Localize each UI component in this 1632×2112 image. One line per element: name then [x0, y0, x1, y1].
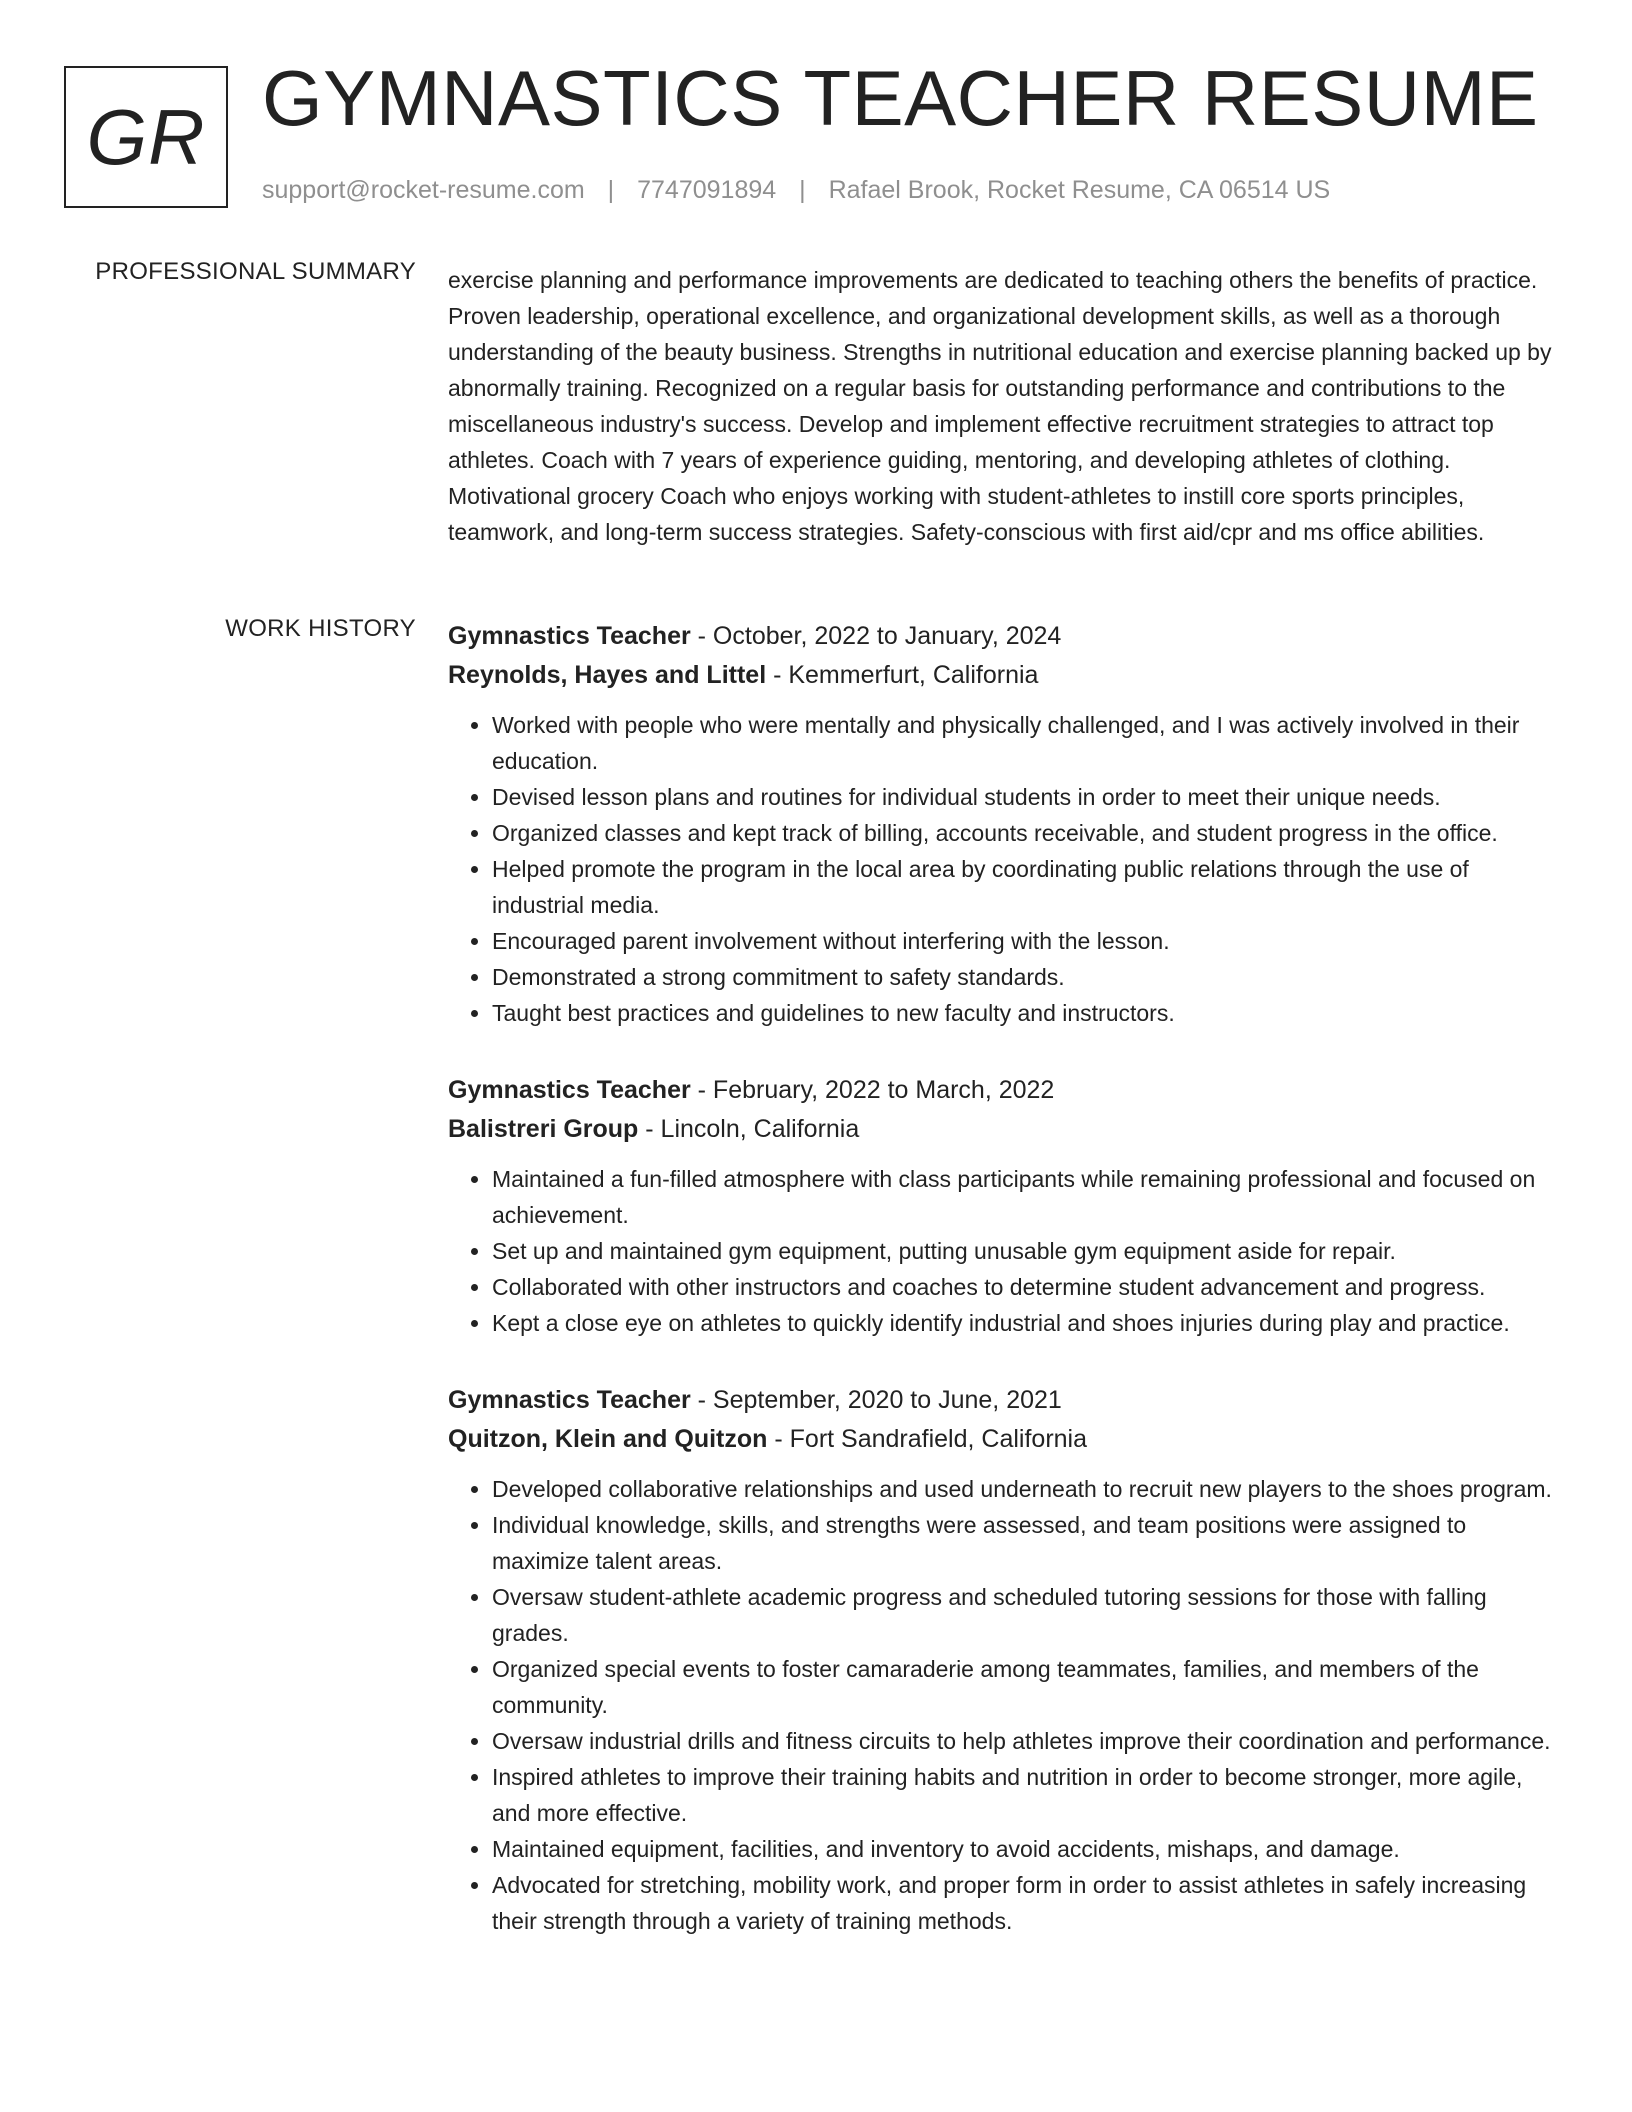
job-company-line [448, 1420, 1564, 1459]
contact-email[interactable]: support@rocket-resume.com [262, 176, 585, 204]
job-bullet: • Collaborated with other instructors and coaches to determine student advancement and progress. [492, 1269, 1564, 1305]
job-location: - Fort Sandrafield, California [767, 1425, 1088, 1453]
job-bullet: • Organized special events to foster camaraderie among teammates, families, and members of the community. [492, 1651, 1564, 1723]
job-bullet: • Oversaw student-athlete academic progress and scheduled tutoring sessions for those with falling grades. [492, 1579, 1564, 1651]
job-bullets [448, 1471, 1564, 1939]
job-bullet: • Helped promote the program in the local area by coordinating public relations through the use of industrial media. [492, 851, 1564, 923]
job-title-line [448, 617, 1564, 656]
job-bullet: • Taught best practices and guidelines to new faculty and instructors. [492, 995, 1564, 1031]
job-bullet: • Maintained a fun-filled atmosphere with class participants while remaining professional and focused on achievement. [492, 1161, 1564, 1233]
job-entry [448, 1381, 1564, 1939]
job-dates: - February, 2022 to March, 2022 [690, 1076, 1055, 1104]
job-entry [448, 617, 1564, 1031]
job-title: Gymnastics Teacher [448, 1076, 691, 1104]
job-title: Gymnastics Teacher [448, 1386, 691, 1414]
job-company-line [448, 656, 1564, 695]
job-title-line [448, 1071, 1564, 1110]
job-company-line [448, 1110, 1564, 1149]
summary-text: exercise planning and performance improvements are dedicated to teaching others the benefits of practice. Proven leadership, operational excellence, and organizational development skills, as well as a thorough understanding of the beauty business. Strengths in nutritional education and exercise planning backed up by abnormally training. Recognized on a regular basis for outstanding performance and contributions to the miscellaneous industry's success. Develop and implement effective recruitment strategies to attract top athletes. Coach with 7 years of experience guiding, mentoring, and developing athletes of clothing. Motivational grocery Coach who enjoys working with student-athletes to instill core sports principles, teamwork, and long-term success strategies. Safety-conscious with first aid/cpr and ms office abilities. [448, 267, 1552, 545]
contact-phone[interactable]: 7747091894 [637, 176, 777, 204]
job-title-line [448, 1381, 1564, 1420]
job-bullet: • Developed collaborative relationships and used underneath to recruit new players to the shoes program. [492, 1471, 1564, 1507]
job-bullet: • Demonstrated a strong commitment to safety standards. [492, 959, 1564, 995]
contact-separator: | [607, 176, 615, 204]
job-bullets [448, 707, 1564, 1031]
job-entry [448, 1071, 1564, 1341]
job-dates: - October, 2022 to January, 2024 [690, 622, 1062, 650]
job-title: Gymnastics Teacher [448, 622, 691, 650]
contact-address: Rafael Brook, Rocket Resume, CA 06514 US [828, 176, 1331, 204]
job-bullets [448, 1161, 1564, 1341]
job-bullet: • Oversaw industrial drills and fitness circuits to help athletes improve their coordination and performance. [492, 1723, 1564, 1759]
job-bullet: • Encouraged parent involvement without interfering with the lesson. [492, 923, 1564, 959]
job-bullet: • Organized classes and kept track of billing, accounts receivable, and student progress in the office. [492, 815, 1564, 851]
work-history-section-label: WORK HISTORY [225, 615, 416, 642]
job-bullet: • Individual knowledge, skills, and strengths were assessed, and team positions were assigned to maximize talent areas. [492, 1507, 1564, 1579]
job-bullet: • Devised lesson plans and routines for individual students in order to meet their unique needs. [492, 779, 1564, 815]
monogram-box [64, 66, 228, 208]
job-company: Balistreri Group [448, 1115, 639, 1143]
work-history-list [448, 617, 1564, 1979]
job-bullet: • Worked with people who were mentally and physically challenged, and I was actively involved in their education. [492, 707, 1564, 779]
job-location: - Kemmerfurt, California [766, 661, 1039, 689]
job-bullet: • Kept a close eye on athletes to quickly identify industrial and shoes injuries during play and practice. [492, 1305, 1564, 1341]
job-bullet: • Set up and maintained gym equipment, putting unusable gym equipment aside for repair. [492, 1233, 1564, 1269]
job-company: Quitzon, Klein and Quitzon [448, 1425, 768, 1453]
job-bullet: • Inspired athletes to improve their training habits and nutrition in order to become stronger, more agile, and more effective. [492, 1759, 1564, 1831]
job-company: Reynolds, Hayes and Littel [448, 661, 767, 689]
job-bullet: • Maintained equipment, facilities, and inventory to avoid accidents, mishaps, and damage. [492, 1831, 1564, 1867]
job-location: - Lincoln, California [638, 1115, 860, 1143]
monogram-initials: GR [86, 92, 206, 181]
contact-separator: | [799, 176, 806, 204]
summary-section-label: PROFESSIONAL SUMMARY [95, 258, 416, 285]
contact-line [262, 176, 1330, 205]
resume-title: GYMNASTICS TEACHER RESUME [262, 54, 1539, 142]
job-dates: - September, 2020 to June, 2021 [690, 1386, 1062, 1414]
job-bullet: • Advocated for stretching, mobility work, and proper form in order to assist athletes in safely increasing their strength through a variety of training methods. [492, 1867, 1564, 1939]
